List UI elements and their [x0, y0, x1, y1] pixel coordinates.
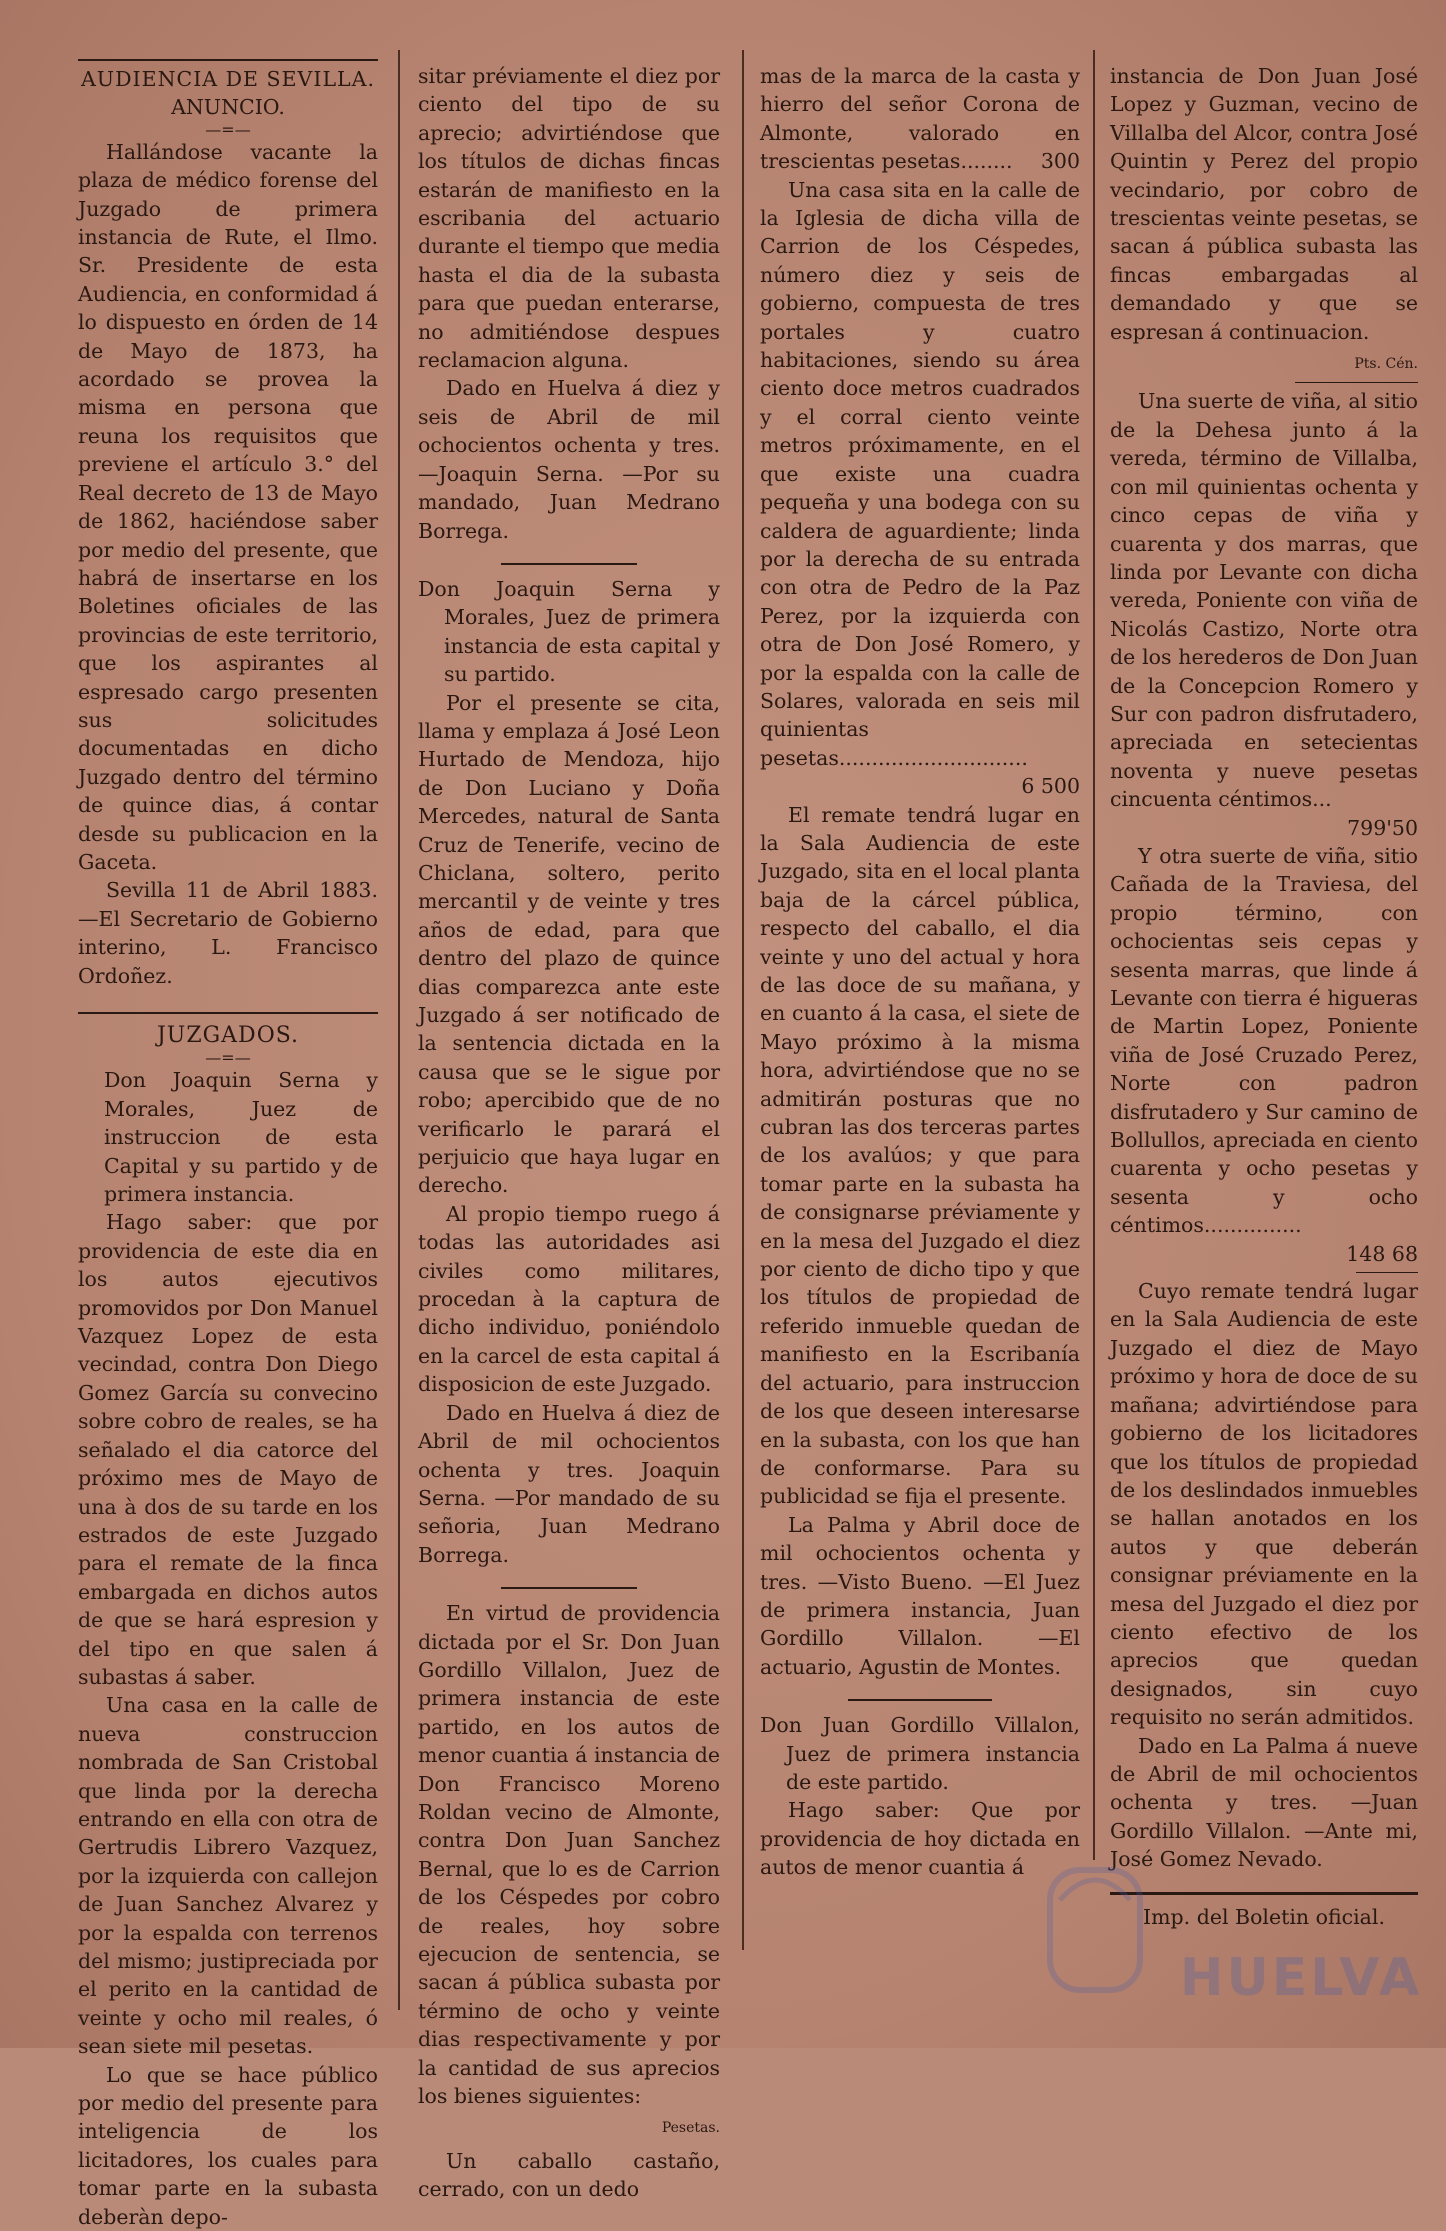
item-value: 148 68: [1346, 1241, 1418, 1266]
total-rule: [1356, 1272, 1418, 1273]
pts-label: Pts. Cén.: [1354, 356, 1418, 373]
pesetas-label: Pesetas.: [661, 2120, 720, 2137]
item-text: Una casa sita en la calle de la Iglesia de dicha villa de Carrion de los Céspedes, número diez y seis de gobierno, compuesta de tres portales y cuatro habitaciones, siendo su área ciento doce metros cuadrados y el corral ciento veinte metros próximamente, en el que existe una cuadra pequeña y una bodega con su caldera de aguardiente; linda por la derecha de su entrada con otra de Pedro de la Paz Perez, por la izquierda con otra de Don José Romero, y por la espalda con la calle de Solares, valorada en seis mil quinientas pesetas.............................: [760, 177, 1080, 770]
item-text: Un caballo castaño, cerrado, con un dedo: [418, 2148, 720, 2202]
section-heading: AUDIENCIA DE SEVILLA.: [81, 67, 375, 91]
item-row: [760, 62, 1080, 176]
edict-paragraph: Una casa en la calle de nueva construccion nombrada de San Cristobal que linda por la derecha entrando en ella con otra de Gertrudis Librero Vazquez, por la izquierda con callejon de Juan Sanchez Alvarez y por la espalda con terrenos del mismo; justipreciada por el perito en la cantidad de veinte y ocho mil reales, ó sean siete mil pesetas.: [78, 1693, 378, 2059]
anuncio-text: Hallándose vacante la plaza de médico forense del Juzgado de primera instancia de Rute, el Ilmo. Sr. Presidente de esta Audiencia, en conformidad á lo dispuesto en órden de 14 de Mayo de 1873, ha acordado se provea la misma en persona que reuna los requisitos que previene el artículo 3.° del Real decreto de 13 de Mayo de 1862, haciéndose saber por medio del presente, que habrá de insertarse en los Boletines oficiales de las provincias de este territorio, que los aspirantes al espresado cargo presenten sus solicitudes documentadas en dicho Juzgado dentro del término de quince dias, á contar desde su publicacion en la Gaceta.: [78, 139, 378, 874]
edict-paragraph: Cuyo remate tendrá lugar en la Sala Audiencia de este Juzgado el diez de Mayo próximo y hora de doce de su mañana; advirtiéndose para gobierno de los licitadores que los títulos de propiedad de los deslindados inmuebles se hallan anotados en los autos y que deberán consignar préviamente en la mesa del Juzgado el diez por ciento efectivo de los aprecios que quedan designados, sin cuyo requisito no serán admitidos.: [1110, 1279, 1418, 1730]
anuncio-heading: ANUNCIO.: [171, 95, 285, 120]
edict-paragraph: Hago saber: Que por providencia de hoy dictada en autos de menor cuantia á: [760, 1798, 1080, 1880]
edict-paragraph: Lo que se hace público por medio del presente para inteligencia de los licitadores, los cuales para tomar parte en la subasta deberàn depo-: [78, 2062, 378, 2229]
library-stamp: [1040, 1840, 1423, 2020]
juzgados-heading: JUZGADOS.: [156, 1023, 300, 1048]
imprint: Imp. del Boletin oficial.: [1143, 1904, 1385, 1929]
divider: [501, 1587, 637, 1589]
item-text: Una suerte de viña, al sitio de la Dehesa junto á la vereda, término de Villalba, con mil quinientas ochenta y cinco cepas de viña y cuarenta y dos marras, que linda por Levante con dicha vereda, Poniente con viña de Nicolás Castizo, Norte otra de los herederos de Don Juan de la Concepcion Romero y Sur con padron disfrutadero, apreciada en setecientas noventa y nueve pesetas cincuenta céntimos...: [1110, 389, 1418, 812]
ornament: —=—: [205, 1048, 251, 1068]
edict-heading: Don Juan Gordillo Villalon, Juez de primera instancia de este partido.: [760, 1713, 1080, 1794]
item-value: 6 500: [1021, 774, 1080, 799]
item-text: mas de la marca de la casta y hierro del señor Corona de Almonte, valorado en trescientas pesetas........: [760, 64, 1080, 174]
ornament: —=—: [205, 119, 251, 139]
item-value-row: [1110, 814, 1418, 842]
column-divider: [742, 50, 744, 1950]
divider: [78, 1012, 378, 1014]
anuncio-signature: Sevilla 11 de Abril 1883. —El Secretario de Gobierno interino, L. Francisco Ordoñez.: [78, 878, 378, 988]
edict-continuation: instancia de Don Juan José Lopez y Guzman, vecino de Villalba del Alcor, contra José Quintin y Perez del propio vecindario, por cobro de trescientas veinte pesetas, se sacan á pública subasta las fincas embargadas al demandado y que se espresan á continuacion.: [1110, 64, 1418, 344]
column-2: [418, 62, 720, 2204]
edict-heading: Don Joaquin Serna y Morales, Juez de instruccion de esta Capital y su partido y de primera instancia.: [104, 1068, 378, 1207]
edict-paragraph: En virtud de providencia dictada por el Sr. Don Juan Gordillo Villalon, Juez de primera instancia de este partido, en los autos de menor cuantia á instancia de Don Francisco Moreno Roldan vecino de Almonte, contra Don Juan Sanchez Bernal, que lo es de Carrion de los Céspedes por cobro de reales, hoy sobre ejecucion de sentencia, se sacan á pública subasta por término de ocho y veinte dias respectivamente y por la cantidad de sus aprecios los bienes siguientes:: [418, 1601, 720, 2109]
column-divider: [398, 50, 400, 2010]
edict-signature: Dado en La Palma á nueve de Abril de mil ochocientos ochenta y tres. —Juan Gordillo Villalon. —Ante mi, José Gomez Nevado.: [1110, 1733, 1418, 1872]
edict-signature: Dado en Huelva á diez de Abril de mil ochocientos ochenta y tres. Joaquin Serna. —Por mandado de su señoria, Juan Medrano Borrega.: [418, 1400, 720, 1567]
top-rule: [78, 59, 378, 61]
edict-paragraph: Al propio tiempo ruego á todas las autoridades asi civiles como militares, procedan à la captura de dicho individuo, poniéndolo en la carcel de esta capital á disposicion de este Juzgado.: [418, 1201, 720, 1397]
edict-paragraph: Por el presente se cita, llama y emplaza á José Leon Hurtado de Mendoza, hijo de Don Luciano y Doña Mercedes, natural de Santa Cruz de Tenerife, vecino de Chiclana, soltero, perito mercantil y de veinte y tres años de edad, para que dentro del plazo de quince dias comparezca ante este Juzgado á ser notificado de la sentencia dictada en la causa que se le sigue por robo; apercibido que de no verificarlo le parará el perjuicio que haya lugar en derecho.: [418, 690, 720, 1198]
edict-paragraph: El remate tendrá lugar en la Sala Audiencia de este Juzgado, sita en el local planta baja de la cárcel pública, respecto del caballo, el dia veinte y uno del actual y hora de las doce de su mañana, y en cuanto á la casa, el siete de Mayo próximo à la misma hora, advirtiéndose que no se admitirán posturas que no cubran las dos terceras partes de los avalúos; y que para tomar parte en la subasta ha de consignarse préviamente y en la mesa del Juzgado el diez por ciento de dicho tipo y que los títulos de propiedad de referido inmueble quedan de manifiesto en la Escribanía del actuario, para instruccion de los que deseen interesarse en la subasta, con los que han de conformarse. Para su publicidad se fija el presente.: [760, 802, 1080, 1509]
item-value: 300: [1040, 149, 1080, 174]
divider: [501, 563, 637, 565]
edict-signature: Dado en Huelva á diez y seis de Abril de mil ochocientos ochenta y tres. —Joaquin Serna. —Por su mandado, Juan Medrano Borrega.: [418, 376, 720, 543]
watermark-text: HUELVA: [1180, 1948, 1423, 2008]
edict-paragraph: Hago saber: que por providencia de este dia en los autos ejecutivos promovidos por Don Manuel Vazquez Lopez de esta vecindad, contra Don Diego Gomez García su convecino sobre cobro de reales, se ha señalado el dia catorce del próximo mes de Mayo de una à dos de su tarde en los estrados de este Juzgado para el remate de la finca embargada en dichos autos de que se hará espresion y del tipo en que salen á subastas á saber.: [78, 1210, 378, 1689]
item-value-row: [760, 772, 1080, 800]
column-divider: [1093, 50, 1095, 1860]
column-1: [78, 55, 378, 2231]
column-3: [760, 62, 1080, 1882]
item-text: Y otra suerte de viña, sitio Cañada de la Traviesa, del propio término, con ochocientas seis cepas y sesenta marras, que linde á Levante con tierra é higueras de Martin Lopez, Poniente viña de José Cruzado Perez, Norte con padron disfrutadero y Sur camino de Bollullos, apreciada en ciento cuarenta y ocho pesetas y sesenta y ocho céntimos...............: [1110, 843, 1418, 1238]
item-value-row: [1110, 1240, 1418, 1268]
edict-heading: Don Joaquin Serna y Morales, Juez de primera instancia de esta capital y su partido.: [418, 576, 720, 687]
column-4: [1110, 62, 1418, 1931]
edict-signature: La Palma y Abril doce de mil ochocientos ochenta y tres. —Visto Bueno. —El Juez de primera instancia, Juan Gordillo Villalon. —El actuario, Agustin de Montes.: [760, 1512, 1080, 1679]
label-rule: [1295, 382, 1418, 383]
edict-continuation: sitar préviamente el diez por ciento del tipo de su aprecio; advirtiéndose que los títulos de dichas fincas estarán de manifiesto en la escribania del actuario durante el tiempo que media hasta el dia de la subasta para que puedan enterarse, no admitiéndose despues reclamacion alguna.: [418, 64, 720, 373]
item-value: 799'50: [1347, 815, 1418, 840]
divider: [848, 1699, 992, 1701]
